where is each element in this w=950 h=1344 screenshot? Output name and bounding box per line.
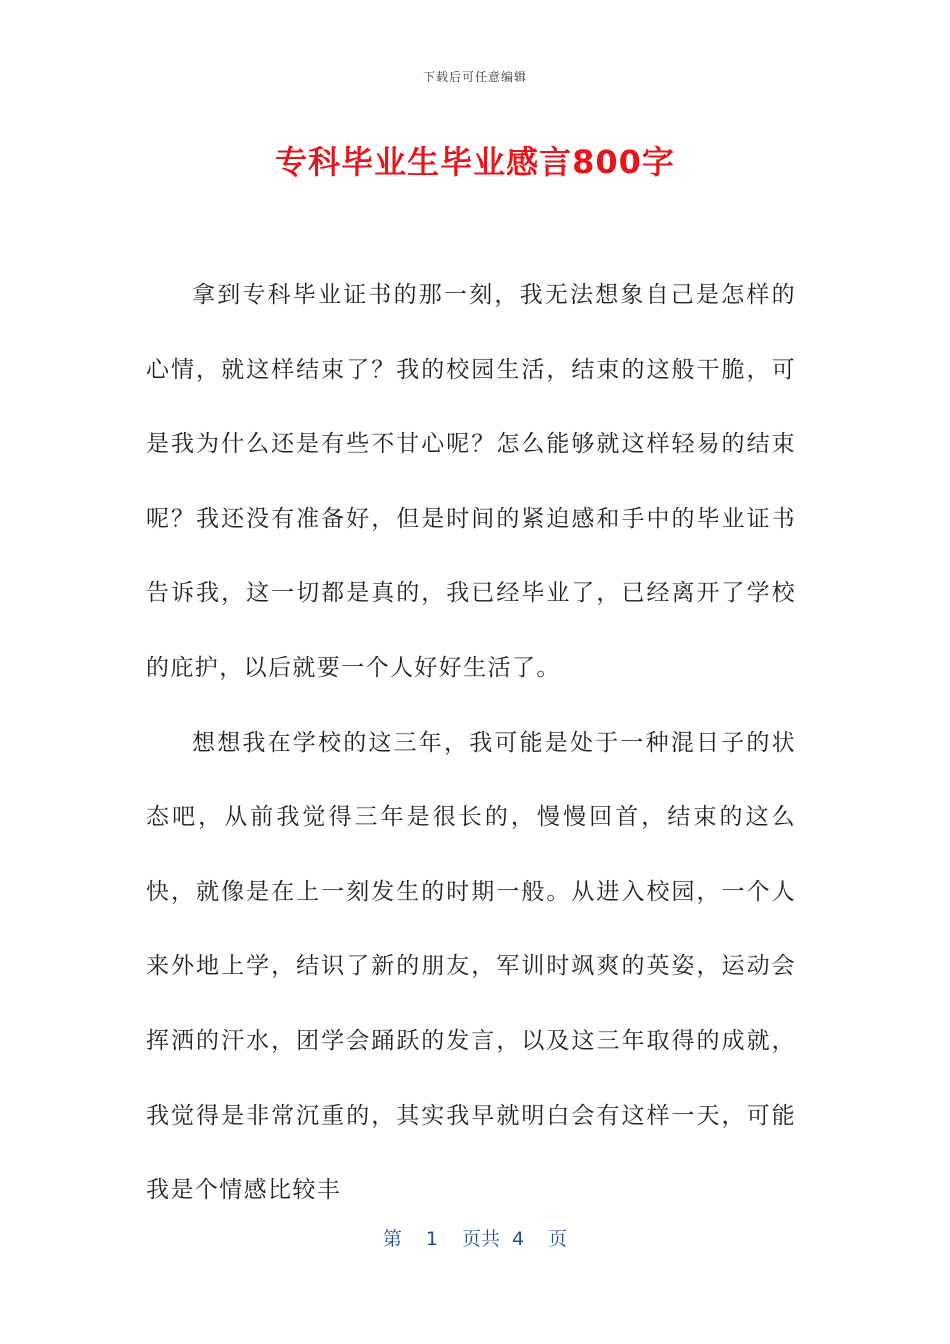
footer-prefix: 第 xyxy=(382,1228,402,1250)
footer-total-pages: 4 xyxy=(512,1228,525,1250)
document-title: 专科毕业生毕业感言800字 xyxy=(275,143,675,181)
document-body xyxy=(146,258,796,1228)
header-note: 下载后可任意编辑 xyxy=(422,70,527,84)
footer-suffix: 页 xyxy=(548,1228,568,1250)
footer-middle: 页共 xyxy=(461,1228,500,1250)
page-footer xyxy=(0,1224,950,1254)
paragraph-2: 想想我在学校的这三年，我可能是处于一种混日子的状态吧，从前我觉得三年是很长的，慢慢回首，结束的这么快，就像是在上一刻发生的时期一般。从进入校园，一个人来外地上学，结识了新的朋友，军训时飒爽的英姿，运动会挥洒的汗水，团学会踊跃的发言，以及这三年取得的成就，我觉得是非常沉重的，其实我早就明白会有这样一天，可能我是个情感比较丰 xyxy=(146,729,796,1204)
footer-current-page: 1 xyxy=(425,1228,438,1250)
paragraph-1: 拿到专科毕业证书的那一刻，我无法想象自己是怎样的心情，就这样结束了？我的校园生活，结束的这般干脆，可是我为什么还是有些不甘心呢？怎么能够就这样轻易的结束呢？我还没有准备好，但是时间的紧迫感和手中的毕业证书告诉我，这一切都是真的，我已经毕业了，已经离开了学校的庇护，以后就要一个人好好生活了。 xyxy=(146,282,796,681)
